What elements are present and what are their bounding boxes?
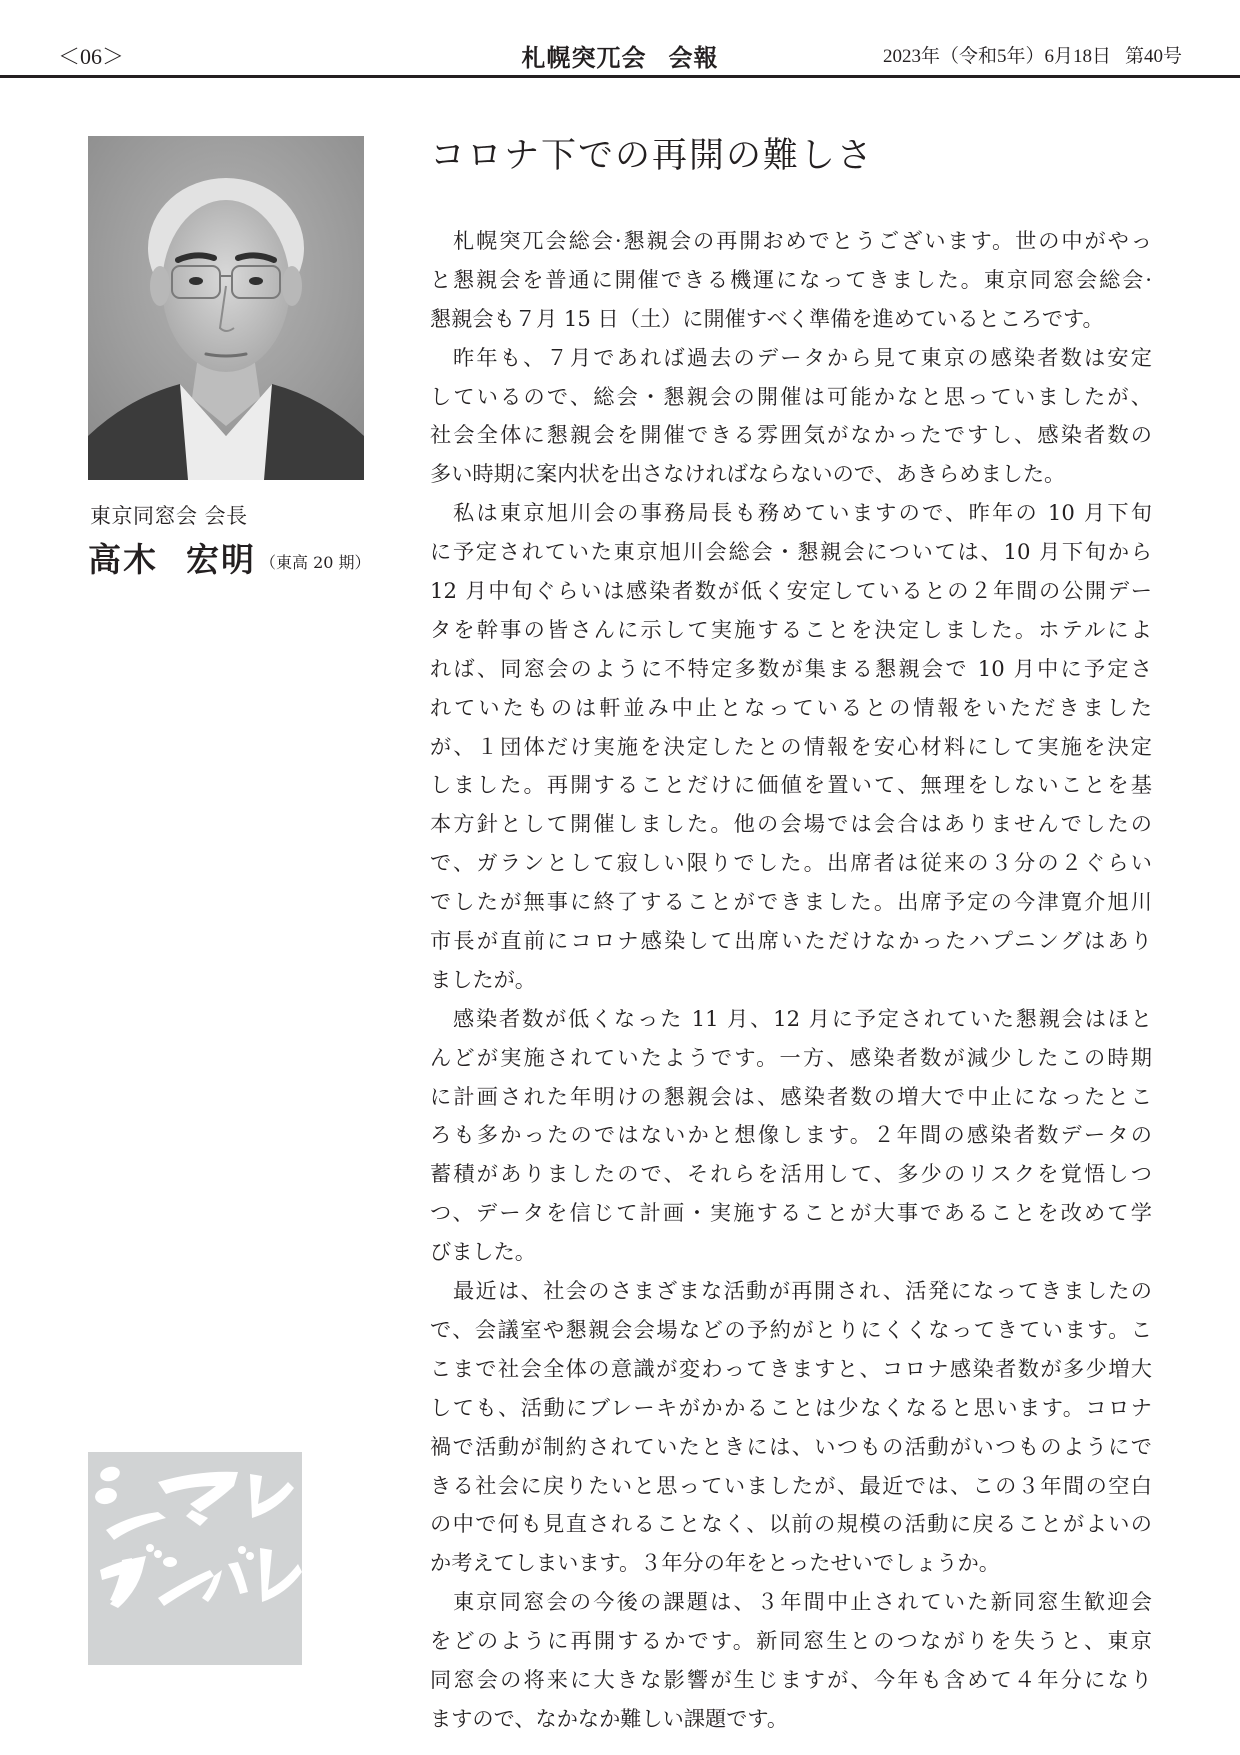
text-line: つ、データを信じて計画・実施することが大事であることを改めて学 — [430, 1200, 1152, 1226]
text-line: 札幌突兀会総会·懇親会の再開おめでとうございます。世の中がやっ — [453, 228, 1152, 253]
brush-slogan-icon — [88, 1452, 302, 1665]
text-line: タを幹事の皆さんに示して実施することを決定しました。ホテルによ — [430, 616, 1152, 642]
text-line: れていたものは軒並み中止となっているとの情報をいただきました — [430, 694, 1152, 720]
text-line: と懇親会を普通に開催できる機運になってきました。東京同窓会総会· — [430, 266, 1152, 292]
text-line: 禍で活動が制約されていたときには、いつもの活動がいつものようにで — [430, 1433, 1152, 1459]
text-line: しました。再開することだけに価値を置いて、無理をしないことを基 — [430, 772, 1152, 798]
text-line: の中で何も見直されることなく、以前の規模の活動に戻ることがよいの — [430, 1511, 1152, 1537]
text-line: 市長が直前にコロナ感染して出席いただけなかったハプニングはあり — [430, 928, 1152, 954]
text-line: 最近は、社会のさまざまな活動が再開され、活発になってきましたの — [453, 1278, 1152, 1304]
text-line: んどが実施されていたようです。一方、感染者数が減少したこの時期 — [430, 1044, 1152, 1070]
text-line: 感染者数が低くなった 11 月、12 月に予定されていた懇親会はほと — [453, 1005, 1152, 1031]
author-given-name: 宏明 — [186, 540, 256, 579]
author-surname: 高木 — [88, 540, 158, 579]
text-line: 東京同窓会の今後の課題は、３年間中止されていた新同窓生歓迎会 — [453, 1589, 1152, 1615]
text-line: 12 月中旬ぐらいは感染者数が低く安定しているとの２年間の公開デー — [430, 578, 1152, 604]
paragraph — [430, 222, 1152, 339]
paragraph — [430, 1583, 1152, 1739]
text-line: 多い時期に案内状を出さなければならないので、あきらめました。 — [430, 461, 1066, 487]
paragraph — [430, 339, 1152, 495]
text-line: ろも多かったのではないかと想像します。２年間の感染者数データの — [430, 1122, 1152, 1148]
text-line: しても、活動にブレーキがかかることは少なくなると思います。コロナ — [430, 1394, 1152, 1420]
portrait-photo-icon — [88, 136, 364, 480]
issue-number: 第40号 — [1124, 46, 1182, 67]
page-number: ＜06＞ — [58, 44, 125, 69]
text-line: が、１団体だけ実施を決定したとの情報を安心材料にして実施を決定 — [430, 733, 1152, 759]
text-line: に予定されていた東京旭川会総会・懇親会については、10 月下旬から — [430, 539, 1152, 565]
paragraph — [430, 1000, 1152, 1272]
text-line: きる社会に戻りたいと思っていましたが、最近では、この３年間の空白 — [430, 1472, 1152, 1498]
author-role: 東京同窓会 会長 — [90, 504, 248, 528]
article-body — [430, 222, 1152, 1739]
publication-name: 札幌突兀会 — [521, 44, 647, 72]
text-line: れば、同窓会のように不特定多数が集まる懇親会で 10 月中に予定さ — [430, 655, 1152, 681]
text-line: で、会議室や懇親会会場などの予約がとりにくくなってきています。こ — [430, 1316, 1152, 1342]
text-line: 昨年も、７月であれば過去のデータから見て東京の感染者数は安定 — [453, 344, 1152, 370]
text-line: をどのように再開するかです。新同窓生とのつながりを失うと、東京 — [430, 1628, 1152, 1654]
article-title: コロナ下での再開の難しさ — [430, 136, 875, 176]
text-line: で、ガランとして寂しい限りでした。出席者は従来の３分の２ぐらい — [430, 850, 1152, 876]
text-line: か考えてしまいます。３年分の年をとったせいでしょうか。 — [430, 1550, 1000, 1576]
text-line: しているので、総会・懇親会の開催は可能かなと思っていましたが、 — [430, 383, 1152, 409]
text-line: 私は東京旭川会の事務局長も務めていますので、昨年の 10 月下旬 — [453, 500, 1152, 526]
text-line: 本方針として開催しました。他の会場では会合はありませんでしたの — [430, 811, 1152, 837]
page-header — [0, 0, 1240, 78]
author-portrait — [88, 136, 364, 480]
author-class: （東高 20 期） — [260, 553, 371, 572]
text-line: 同窓会の将来に大きな影響が生じますが、今年も含めて４年分になり — [430, 1666, 1152, 1692]
text-line: に計画された年明けの懇親会は、感染者数の増大で中止になったとこ — [430, 1083, 1152, 1109]
publication-section: 会報 — [668, 44, 719, 72]
issue-info — [883, 41, 1182, 68]
text-line: 蓄積がありましたので、それらを活用して、多少のリスクを覚悟しつ — [430, 1161, 1152, 1187]
text-line: こまで社会全体の意識が変わってきますと、コロナ感染者数が多少増大 — [430, 1355, 1152, 1381]
paragraph — [430, 494, 1152, 1000]
text-line: でしたが無事に終了することができました。出席予定の今津寛介旭川 — [430, 889, 1152, 915]
text-line: 社会全体に懇親会を開催できる雰囲気がなかったですし、感染者数の — [430, 422, 1152, 448]
text-line: ましたが。 — [430, 966, 536, 992]
header-rule — [0, 75, 1240, 78]
text-line: びました。 — [430, 1239, 536, 1265]
issue-date: 2023年（令和5年）6月18日 — [882, 46, 1111, 67]
text-line: 懇親会も７月 15 日（土）に開催すべく準備を進めているところです。 — [430, 305, 1104, 331]
text-line: ますので、なかなか難しい課題です。 — [430, 1705, 789, 1731]
paragraph — [430, 1272, 1152, 1583]
slogan-graphic — [88, 1452, 302, 1665]
author-name — [88, 534, 371, 581]
